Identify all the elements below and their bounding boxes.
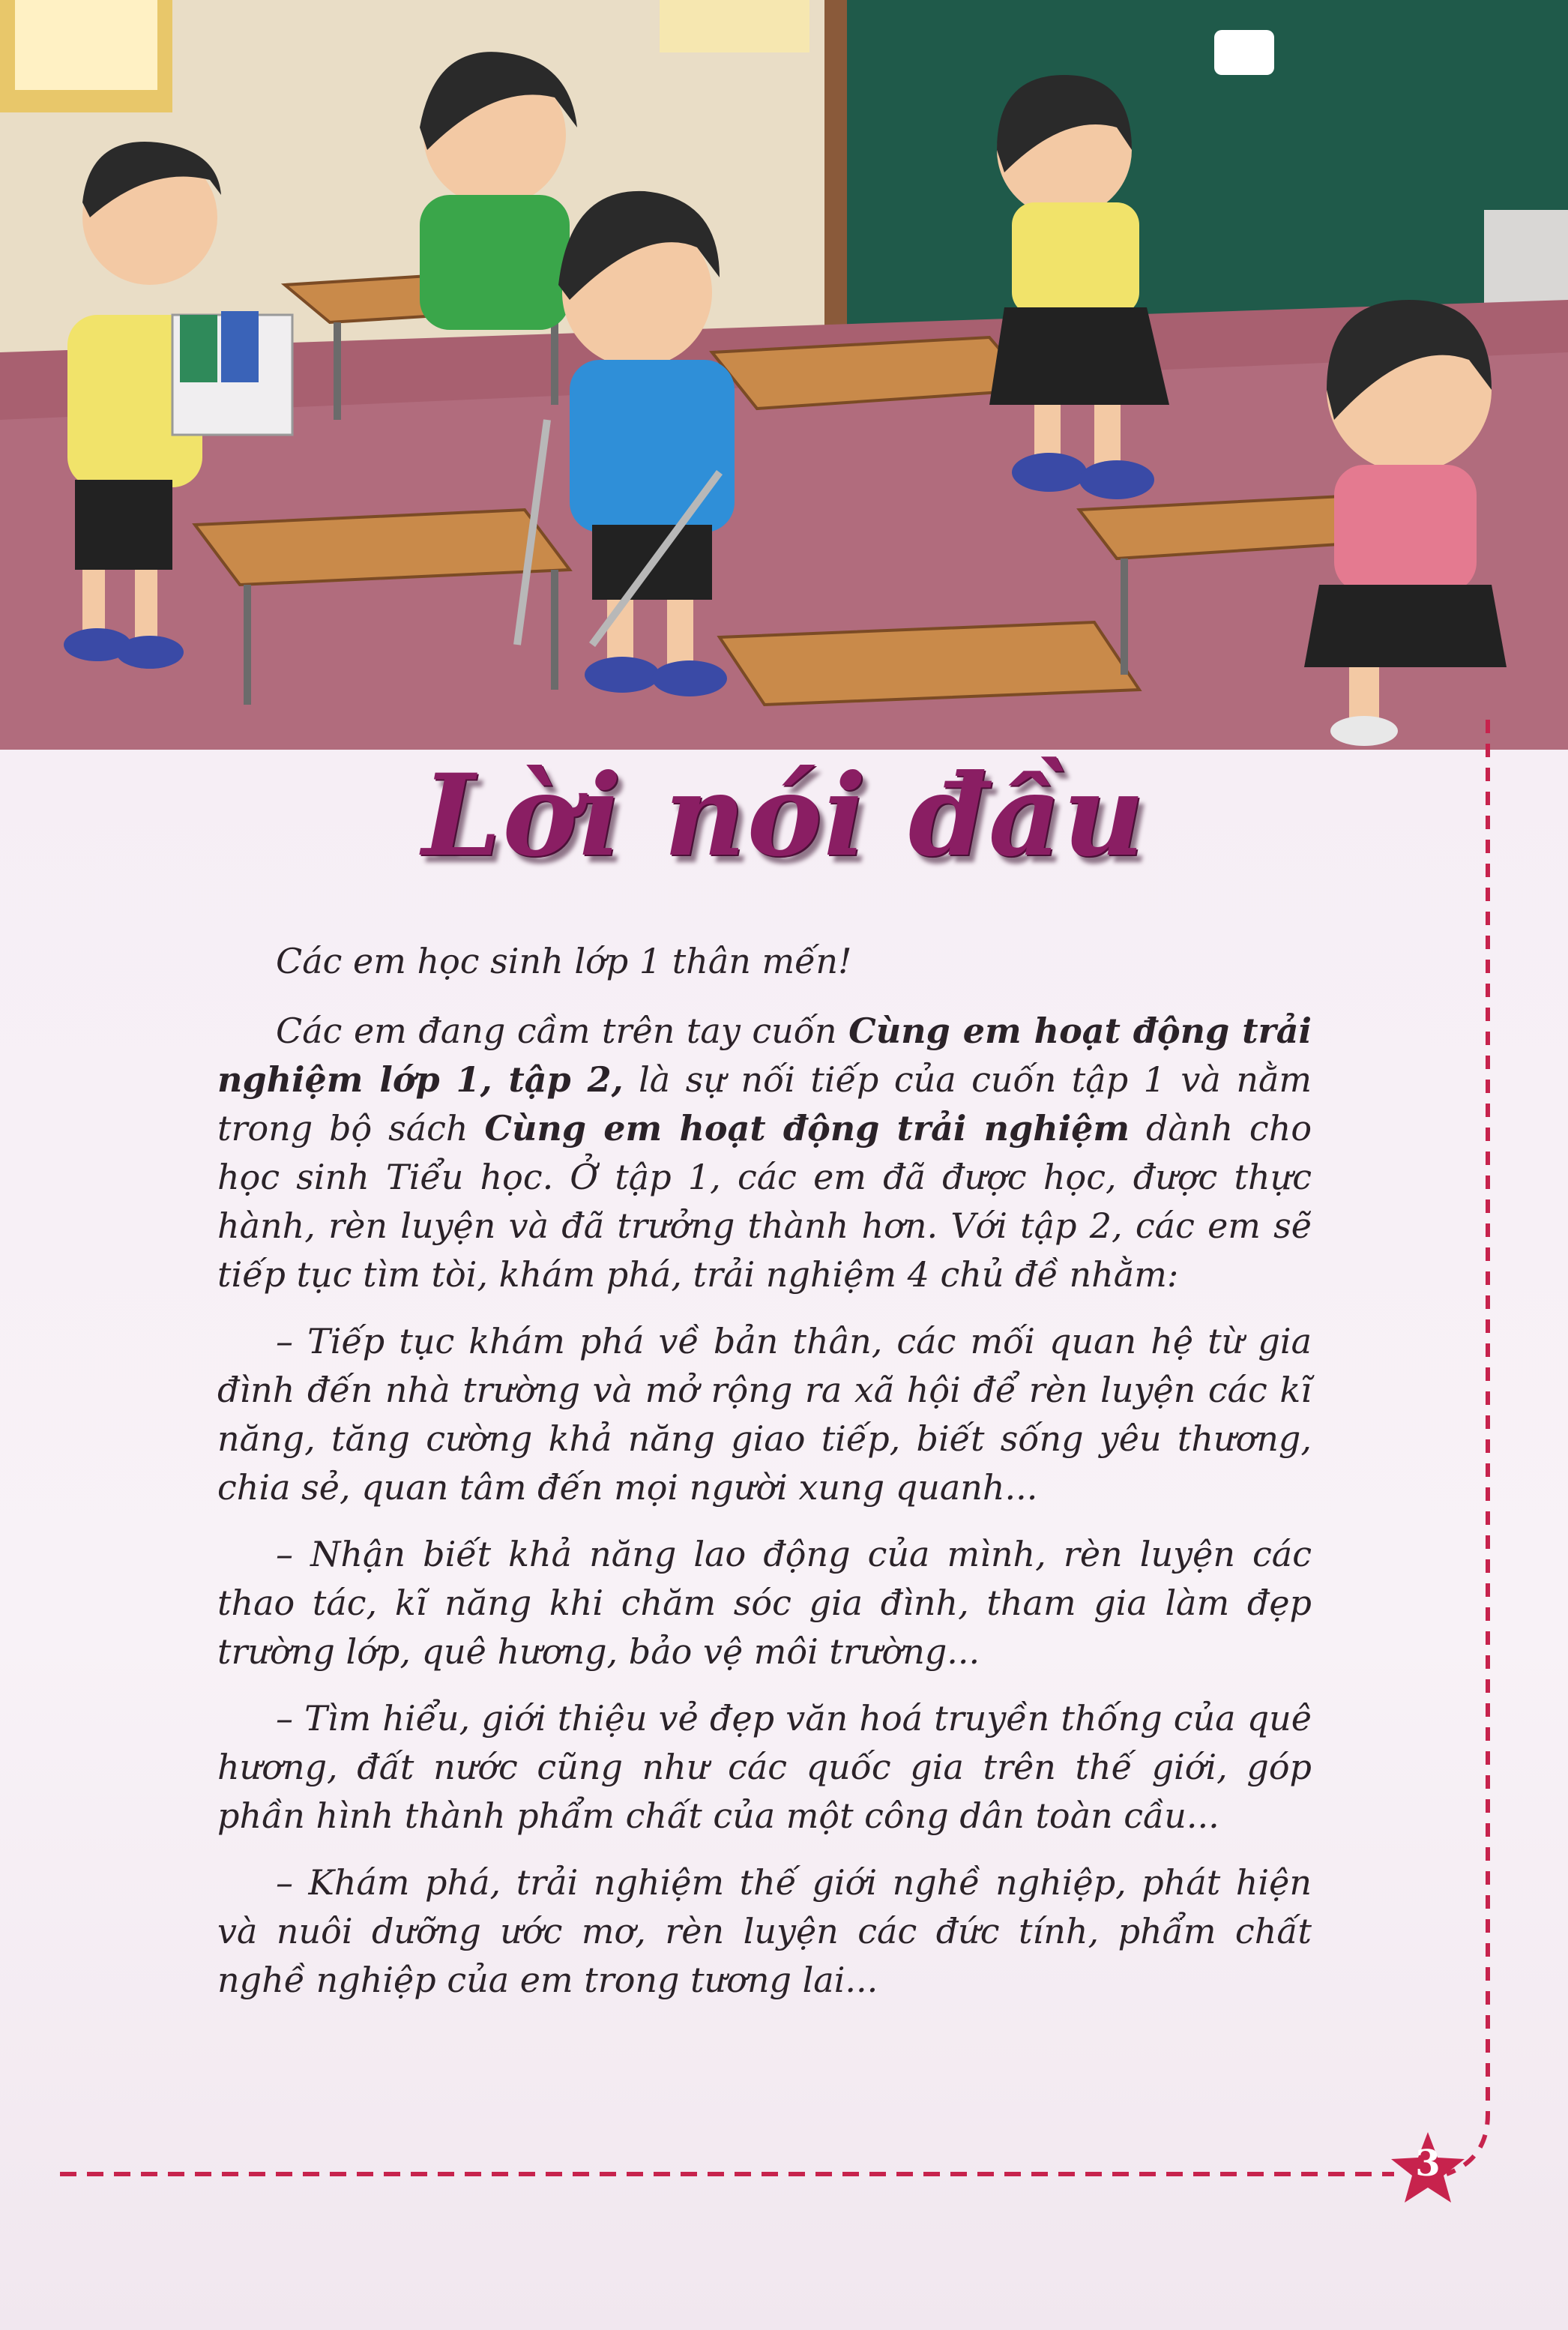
intro-text-3: dành cho học sinh Tiểu học. Ở tập 1, các em đã được học, được thực hành, rèn luyện và đã trưởng thành hơn. Với tập 2, các em sẽ tiếp tục tìm tòi, khám phá, trải nghiệm 4 chủ đề nhằm: xyxy=(217,1108,1312,1295)
intro-book-title-2: Cùng em hoạt động trải nghiệm xyxy=(484,1108,1130,1149)
classroom-illustration xyxy=(0,0,1568,750)
bullet-paragraph: – Khám phá, trải nghiệm thế giới nghề nghiệp, phát hiện và nuôi dưỡng ước mơ, rèn luyện các đức tính, phẩm chất nghề nghiệp của em trong tương lai... xyxy=(217,1862,1312,2000)
bullet-paragraph: – Nhận biết khả năng lao động của mình, rèn luyện các thao tác, kĩ năng khi chăm sóc gia đình, tham gia làm đẹp trường lớp, quê hương, bảo vệ môi trường... xyxy=(217,1534,1312,1672)
preface-body xyxy=(217,937,1312,2023)
page-title: Lời nói đầu xyxy=(421,750,1147,882)
bullet-paragraph: – Tiếp tục khám phá về bản thân, các mối quan hệ từ gia đình đến nhà trường và mở rộng ra xã hội để rèn luyện các kĩ năng, tăng cường khả năng giao tiếp, biết sống yêu thương, chia sẻ, quan tâm đến mọi người xung quanh... xyxy=(217,1321,1312,1508)
page-number-badge xyxy=(1387,2129,1469,2212)
intro-text-2: là sự nối tiếp của cuốn tập 1 và nằm trong bộ sách xyxy=(217,1059,1312,1149)
bullet-paragraph: – Tìm hiểu, giới thiệu vẻ đẹp văn hoá truyền thống của quê hương, đất nước cũng như các quốc gia trên thế giới, góp phần hình thành phẩm chất của một công dân toàn cầu... xyxy=(217,1698,1312,1836)
intro-book-title-1: Cùng em hoạt động trải nghiệm lớp 1, tập 2, xyxy=(217,1011,1312,1100)
intro-paragraph xyxy=(217,1007,1312,1299)
greeting-line: Các em học sinh lớp 1 thân mến! xyxy=(276,941,852,981)
intro-text-1: Các em đang cầm trên tay cuốn xyxy=(276,1011,849,1051)
page-number: 3 xyxy=(1415,2143,1441,2185)
